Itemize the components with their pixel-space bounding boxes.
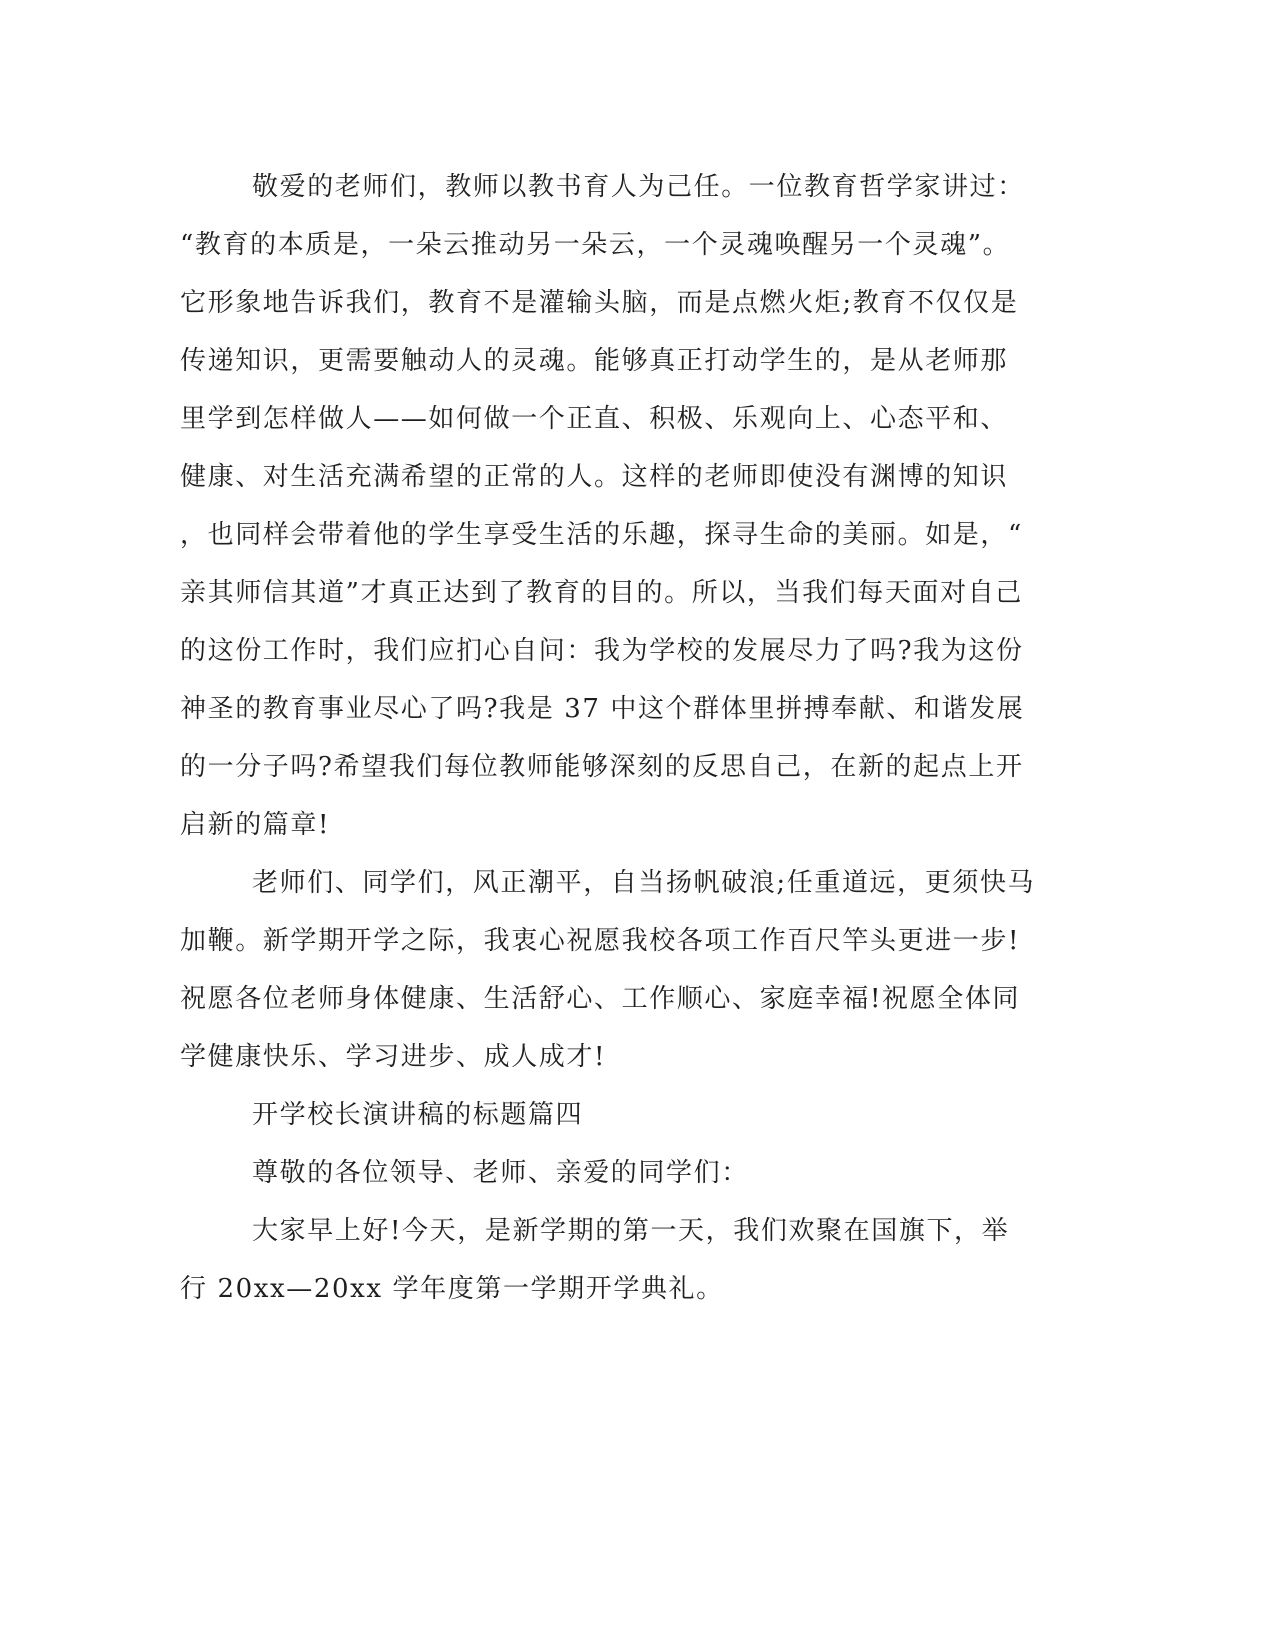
paragraph-line: 学健康快乐、学习进步、成人成才!	[180, 1042, 607, 1072]
paragraph-line: 的一分子吗?希望我们每位教师能够深刻的反思自己，在新的起点上开	[180, 752, 1024, 782]
salutation-line: 尊敬的各位领导、老师、亲爱的同学们：	[252, 1158, 749, 1188]
paragraph-line: ，也同样会带着他的学生享受生活的乐趣，探寻生命的美丽。如是，“	[180, 520, 1023, 550]
paragraph-line: 传递知识，更需要触动人的灵魂。能够真正打动学生的，是从老师那	[180, 346, 1009, 376]
paragraph-line: 大家早上好!今天，是新学期的第一天，我们欢聚在国旗下，举	[252, 1216, 1010, 1246]
paragraph-line: 的这份工作时，我们应扪心自问：我为学校的发展尽力了吗?我为这份	[180, 636, 1024, 666]
document-body	[180, 158, 1035, 1318]
paragraph-line: 敬爱的老师们，教师以教书育人为己任。一位教育哲学家讲过：	[252, 172, 1025, 202]
paragraph-line: 行 20xx—20xx 学年度第一学期开学典礼。	[180, 1274, 724, 1304]
paragraph-line: “教育的本质是，一朵云推动另一朵云，一个灵魂唤醒另一个灵魂”。	[180, 230, 1011, 260]
paragraph-line: 健康、对生活充满希望的正常的人。这样的老师即使没有渊博的知识	[180, 462, 1009, 492]
paragraph-line: 加鞭。新学期开学之际，我衷心祝愿我校各项工作百尺竿头更进一步!	[180, 926, 1021, 956]
paragraph-line: 祝愿各位老师身体健康、生活舒心、工作顺心、家庭幸福!祝愿全体同	[180, 984, 1021, 1014]
paragraph-line: 神圣的教育事业尽心了吗?我是 37 中这个群体里拼搏奉献、和谐发展	[180, 694, 1025, 724]
paragraph-line: 启新的篇章!	[180, 810, 331, 840]
paragraph-line: 它形象地告诉我们，教育不是灌输头脑，而是点燃火炬;教育不仅仅是	[180, 288, 1019, 318]
paragraph-line: 老师们、同学们，风正潮平，自当扬帆破浪;任重道远，更须快马	[252, 868, 1036, 898]
paragraph-line: 亲其师信其道”才真正达到了教育的目的。所以，当我们每天面对自己	[180, 578, 1023, 608]
section-heading: 开学校长演讲稿的标题篇四	[252, 1100, 584, 1130]
paragraph-line: 里学到怎样做人——如何做一个正直、积极、乐观向上、心态平和、	[180, 404, 1009, 434]
